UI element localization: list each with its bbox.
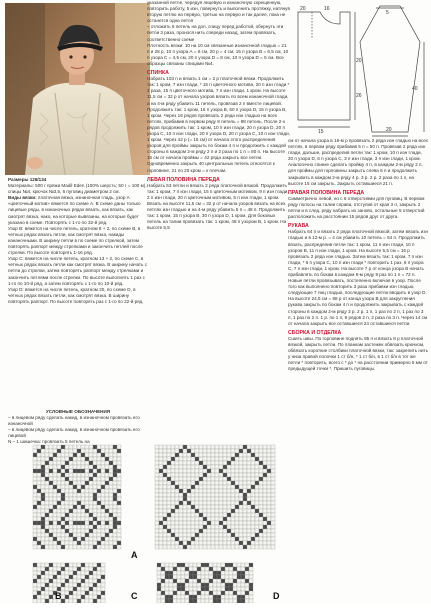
schema-diagram-icon [290,2,430,137]
intro-text: указанной петле, чередуя лицевую и изнаночную скрещенную, повторить работу, 5 изн, повернуть и выполнить протяжку, натянув вторую петлю на первую, третью на первую и так далее, пока не останется одна петля [147,0,290,24]
legend-title: УСЛОВНЫЕ ОБОЗНАЧЕНИЯ [45,409,111,414]
schema-label: 20 [386,127,392,133]
schema-label: 15 [318,129,324,135]
section-title-right-front: ПРАВАЯ ПОЛОВИНА ПЕРЕДА [288,189,365,196]
schema-label: 16 [324,6,330,12]
model-photo [5,3,150,175]
schema-label: 20 [356,58,362,64]
uzor-d: Узор D: вяжется на числе петель, кратном 20, по схеме D, в четных рядах вязать петли, как смотрят вязка. В ширину повторять раппорт. По высоте повторять раз с 1-го по 22-й ряд. [8,286,144,304]
column-front-sleeves [288,138,428,604]
chart-letter-a: A [131,550,138,560]
legend-item: – в лицевом ряду сделать накид, в изнаночном провязать его лицевой [8,427,140,438]
legend-item: – в лицевом ряду сделать накид, в изнаночном провязать его изнаночной [8,415,140,426]
schema-label: 20 [300,6,306,12]
continued-text: см от начала узора в 16-м р провязать 2 ряда изн гладью на всех петлях, в первом ряду прибавив 5 п = 50 п. Провязав 2 ряда изн глади, дальше, распределив петли так: 1 кром, 10 п изн глади, 20 п узора D, 6 п узора С, 3 п изн глади, 3 п изн глади, 1 кром. Аналогично спинке сделать пройму 4 п, в каждом 2-м ряду 2 п, для проймы для горловины закрыть слева 6 п и продолжить закрывать в каждом 2-м ряду 4 р. 3 р. 2 р. 2 раза по 1 п, на высоте 15 см закрыть. Закрыть оставшиеся 21 п. [288,138,428,186]
materials: Материалы: 500 г пряжи Madil Eden (100% шерсть; 50 г = 100 м), спицы №4, крючок №3,5, 6 пуговиц диаметром 2 см. [8,183,147,195]
schema-label: 26 [356,93,362,99]
garment-schema [290,2,430,137]
section-title-sleeves: РУКАВА [288,223,309,230]
uzor-c: Узор С: вяжется на числе петель, кратном 13 + 2, по схеме С, в четных рядах вязать петли как смотрят вязка. В ширину начать с петли до стрелки, затем повторять раппорт между стрелками и закончить петлями после стрелки. По высоте выполнять 1 раз с 1-го по 10-й ряд, а затем повторять с 1-го по 10-й ряд. [8,256,148,286]
cable-text: – отложить 6 петель на доп. спицу перед работой, обернуть эти петли 3 раза, пронося нить спереди назад, затем провязать, соответственно схеме [147,24,284,42]
person-photo-icon [5,3,150,175]
legend [8,409,148,445]
uzor-b: Узор В: вяжется на числе петель, кратном 8 + 2, по схеме В, в четных рядах вязать петли, как смотрят вязка, накиды изнаночными. В ширину петли в по схеме по стрелкой, затем повторять раппорт между стрелками и закончить петлей после стрелки. По высоте повторять 1-16 ряд. [8,225,143,256]
assembly-text: Сшить швы. По горловине поднять 85 п и вязать 8 р платочной вязкой, закрыть петли. По планкам застежек обвязать крючком, обвязать короткие столбики платочной вязки, так: закрепить нить у низа правой полочки 1 ст б/н, * 1 ст б/н, в 1 ст б/н в тот же петли * повторить, всего с * до * на расстоянии примерно 5 мм от предыдущей точки *. Пришить пуговицы. [288,335,428,372]
knit-types-text: платочная вязка, изнаночная гладь, узор А «цветочный мотив» вяжется по схеме А. В схеме даны только лицевые ряды, в изнаночных рядах вязать, как вязать, как смотрят вязка, нако, на которые вывязаны, на которые будет указано в схеме. Повторять с 1-го по 32-й ряд. [8,195,141,225]
section-title-left-front: ЛЕВАЯ ПОЛОВИНА ПЕРЕДА [147,176,220,183]
left-front-text: Набрать 53 петли и вязать 2 ряда платочной вязкой. Продолжить так: 1 кром, 7 п изн глади, 15 п цветочным мотивом, 9 п изн глади, 2 п изн глади, 20 п цветочным мотивом, 5 п изн глади, 1 кром. Вязать на высоте 11,5 см = 32 р от начала узоров вязать на всех петлях изн гладью и на 4-м ряду убавить 5 п = 48 п. Продолжить так: 1 кром, 15 п узора В, 30 п узора D, 1 кром. Для боковых петель на талии провязать так: 1 кром, 48 п узором В, 1 кром. На высоте 5,5 [147,182,289,231]
legend-item: N – 1 шишечка: провязать 5 петель на [8,439,90,444]
charts-svg [5,443,287,603]
chart-letter-b: B [55,591,62,601]
right-front-text: Симметрично левой, но с 6 отверстиями для пуговиц. В первом ряду полосы на талии справа, отступив от края 3 п, закрыть 2 петли и в след. ряду набрать их заново, остальные 5 отверстий расположить на расстоянии 15 рядов друг от друга. [288,195,425,220]
schema-label: 5 [386,10,389,16]
column-materials [8,177,148,437]
section-title-assembly: СБОРКА И ОТДЕЛКА [288,329,342,336]
knitting-charts [5,443,287,603]
sleeve-text: Набрать 64 п и вязать 2 ряда платочной вязкой, затем вязать изн гладью и в 12-м р. = 4 см убавить 10 петель = 54 п. Продолжить вязать, распределив петли так: 1 кром, 11 п изн глади, 10 п узоров В, 11 п изн глади, 1 кром. На высоте 5,5 см = 16 р провязать 2 ряда изн гладью. Затем вязать так: 1 кром, 7 п изн глади, * 6 п узора С, 10 п изн глади * повторить 1 раз, 6 п узора С, 7 п изн глади, 1 кром. На высоте 7 р от конца узора В начать прибавлять по бокам в каждом 6-м ряду 9 раз по 1 п = 72 п. Новые петли провязывать, постепенно включая в узор. После того как выполнено повторить 3 раза прибавки изн гладью, следующие 7 лиц гладью, последующие петли вводить в узор D. На высоте 24,5 см = 68 р от конца узора В для закругления рукава закрыть по бокам 4 п и продолжить закрывать с каждой стороны в каждом 2-м ряду 3 р. 2 р. 1 п, 1 раз по 2 п, 1 раз по 3 п, 1 раз по 2 п. 1 р. по 1 п, 8 рядов 2 п, 2 раза по 3 п. Через 14 см от начала закрыть все оставшиеся 24 оставшиеся петли. [288,229,428,326]
density-text: Плотность вязки: 10 на 10 см связанные изнаночной гладью = 21 п и 28 р, 10 п узора А = 6 см, 20 р = 4 см, 15 п узора В = 6,5 см, 10 п узора С = 4,5 см, 20 п узора D = 8 см, 10 п узора D = 5 см. Все образцы связаны спицами №4. [147,42,289,66]
knit-types-title: Виды вязки: [8,195,37,201]
back-text: Набрать 103 п и вязать 1 см = 2 р платочной вязки. Продолжить так: 1 кром, 7 изн глади, * 15 п цветочного мотива, 20 п изн глади * 2 раза, 15 п цветочного мотива, 7 п изн глади, 1 кром. На высоте 11,5 см = 32 р от начала узоров вязать по всем изнаночной глади, а на 4-м ряду убавить 11 петель, провязав 2 п вместе лицевой. Продолжить так: 1 кром, 15 п узора В, 60 п узора D, 15 п узора В, 1 кром. Через 16 рядов провязать 2 ряда изн гладью на всех петлях, прибавив в первом ряду 8 петель = 98 петель. После 2-х рядов продолжить так: 1 кром, 10 п изн глади, 20 п узора D, 20 п узора C, 10 п изн глади, 20 п узора D, 20 п узора C, 10 п изн глади, 1 кром. Через 42 р (= 15 см) от начала этого распределения узоров для проймы закрыть по бокам 4 п и продолжить с каждой стороны в каждом 2-м ряду 2 п и 2 раза по 1 п = 80 п. На высоте 15 см от начала проймы = 42 ряда закрыть все петли. Одновременно закрыть 40 центральных петель относятся к горловине, 21 по 20 кром = к плечам. [147,76,290,173]
chart-letter-c: C [131,591,138,601]
chart-letter-d: D [273,591,280,601]
sizes: Размеры 128/134 [8,177,47,182]
section-title-back: СПИНКА [147,70,169,77]
schema-label: 40 [412,86,418,92]
